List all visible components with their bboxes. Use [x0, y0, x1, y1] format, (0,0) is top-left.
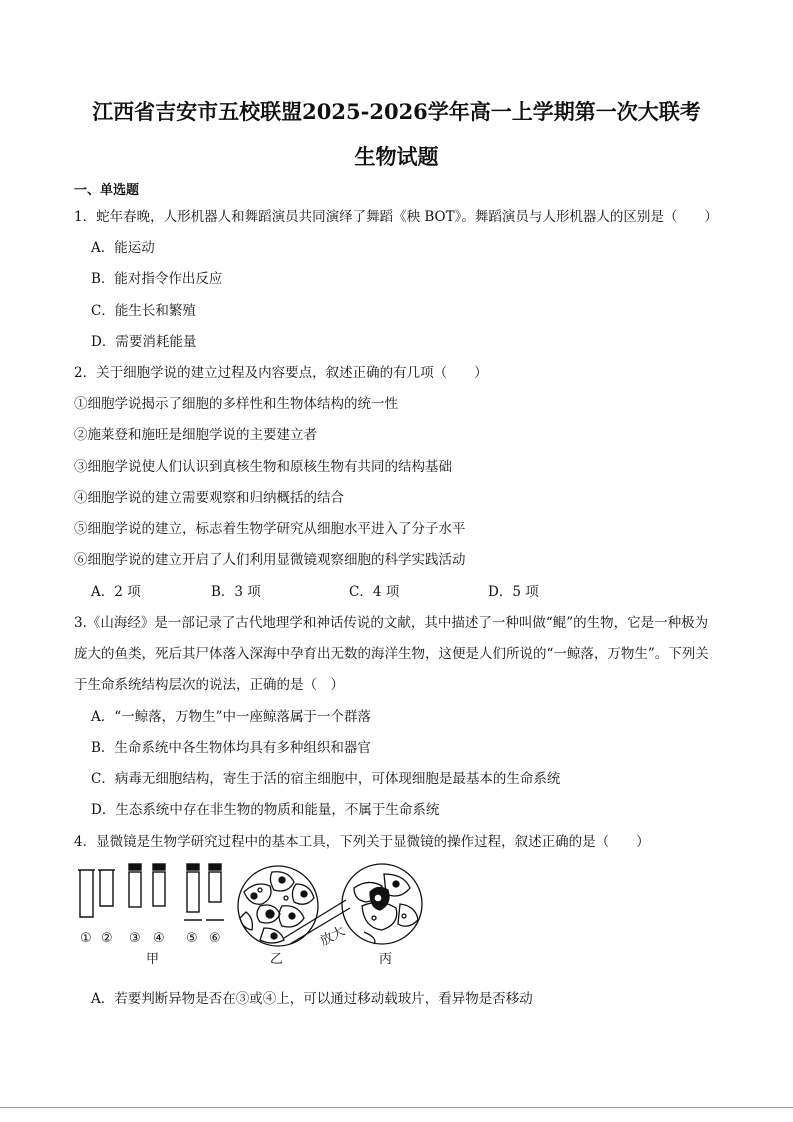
- q4-option-a: A．若要判断异物是否在③或④上，可以通过移动载玻片，看异物是否移动: [91, 991, 533, 1007]
- page-title: 江西省吉安市五校联盟2025-2026学年高一上学期第一次大联考: [92, 99, 701, 124]
- q3-option-a: A．“一鲸落，万物生”中一座鲸落属于一个群落: [91, 709, 372, 725]
- q3-stem-line-3: 于生命系统结构层次的说法，正确的是（ ）: [74, 677, 344, 693]
- page-subtitle: 生物试题: [354, 144, 439, 169]
- label-2: ②: [101, 931, 113, 946]
- caption-jia: 甲: [146, 952, 160, 967]
- label-5: ⑤: [186, 931, 198, 946]
- q4-figure: [74, 862, 444, 972]
- lens-4-tube: [153, 872, 165, 906]
- q2-option-d: D．5 项: [488, 584, 539, 600]
- q3-option-c: C．病毒无细胞结构，寄生于活的宿主细胞中，可体现细胞是最基本的生命系统: [91, 771, 561, 787]
- arrow-text: 放大: [317, 923, 348, 950]
- lens-1-tube: [80, 870, 93, 917]
- q2-item-1: ①细胞学说揭示了细胞的多样性和生物体结构的统一性: [74, 396, 398, 412]
- q2-option-c: C．4 项: [349, 584, 400, 600]
- footer-rule: [0, 1107, 793, 1108]
- lens-group-jia: [78, 864, 224, 920]
- q3-stem-line-1: 3.《山海经》是一部记录了古代地理学和神话传说的文献，其中描述了一种叫做“鲲”的生物，它是一种极为: [74, 615, 709, 631]
- caption-yi: 乙: [270, 952, 284, 967]
- label-1: ①: [80, 931, 92, 946]
- q3-option-b: B．生命系统中各生物体均具有多种组织和器官: [91, 740, 371, 756]
- lens-5-tube: [187, 872, 199, 912]
- lens-3-tube: [129, 872, 141, 907]
- q2-item-4: ④细胞学说的建立需要观察和归纳概括的结合: [74, 490, 344, 506]
- q2-item-5: ⑤细胞学说的建立，标志着生物学研究从细胞水平进入了分子水平: [74, 521, 466, 537]
- q1-option-d: D．需要消耗能量: [91, 334, 197, 350]
- q1-option-b: B．能对指令作出反应: [91, 271, 223, 287]
- caption-bing: 丙: [379, 952, 393, 967]
- section-heading: 一、单选题: [74, 183, 140, 198]
- q2-item-3: ③细胞学说使人们认识到真核生物和原核生物有共同的结构基础: [74, 459, 452, 475]
- label-6: ⑥: [209, 931, 221, 946]
- q2-option-b: B．3 项: [211, 584, 261, 600]
- q1-option-c: C．能生长和繁殖: [91, 303, 196, 319]
- q2-option-a: A．2 项: [91, 584, 141, 600]
- q1-stem: 1．蛇年春晚，人形机器人和舞蹈演员共同演绎了舞蹈《秧 BOT》。舞蹈演员与人形机器人的区别是（ ）: [74, 209, 718, 225]
- q2-item-6: ⑥细胞学说的建立开启了人们利用显微镜观察细胞的科学实践活动: [74, 552, 466, 568]
- q1-option-a: A．能运动: [91, 240, 155, 256]
- q2-item-2: ②施莱登和施旺是细胞学说的主要建立者: [74, 427, 317, 443]
- q3-option-d: D．生态系统中存在非生物的物质和能量，不属于生命系统: [91, 802, 440, 818]
- q4-stem: 4．显微镜是生物学研究过程中的基本工具，下列关于显微镜的操作过程，叙述正确的是（ ）: [74, 834, 650, 850]
- q2-stem: 2．关于细胞学说的建立过程及内容要点，叙述正确的有几项（ ）: [74, 365, 488, 381]
- lens-2-tube: [100, 870, 113, 906]
- label-3: ③: [129, 931, 141, 946]
- lens-6-tube: [209, 872, 221, 902]
- label-4: ④: [153, 931, 165, 946]
- view-bing: [342, 864, 422, 944]
- q3-stem-line-2: 庞大的鱼类，死后其尸体落入深海中孕育出无数的海洋生物，这便是人们所说的“一鲸落，万物生”。下列关: [74, 646, 709, 662]
